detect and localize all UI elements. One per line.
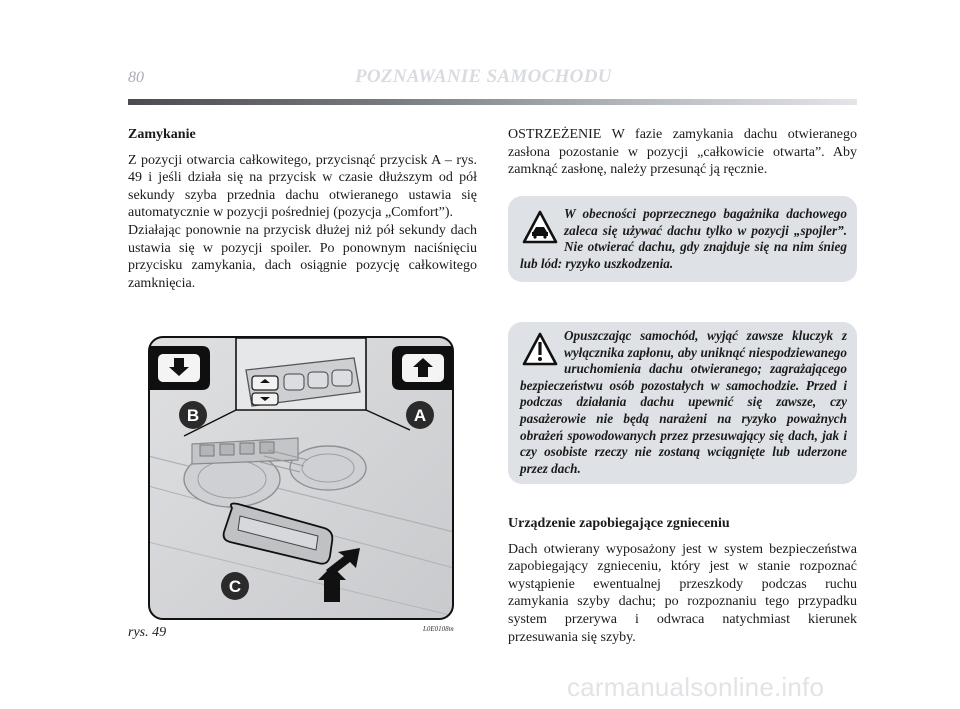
header-rule: [128, 99, 857, 105]
warning-triangle-icon: [522, 210, 558, 244]
caution-text-1: W obecności poprzecznego bagażnika dachowego zaleca się używać dachu tylko w pozycji „spojler”. Nie otwierać dachu, gdy znajduje się na nim śnieg lub lód: ryzyko uszkodzenia.: [520, 206, 847, 271]
warning-triangle-icon: [522, 332, 558, 366]
warning-text: OSTRZEŻENIE W fazie zamykania dachu otwieranego zasłona pozostanie w pozycji „całkowicie otwarta”. Aby zamknąć zasłonę, należy przesunąć ją ręcznie.: [508, 127, 857, 178]
label-c-badge: [221, 572, 249, 600]
caution-text-2: Opuszczając samochód, wyjąć zawsze kluczyk z wyłącznika zapłonu, aby uniknąć niespodziewanego uruchomienia dachu otwieranego; zagrażającego bezpieczeństwu osób pozostałych w samochodzie. Przed i podczas działania dachu upewnić się zawsze, czy pasażerowie nie będą narażeni na ryzyko poważnych obrażeń spowodowanych przez przesuwający się dach, jak i czy osobiste rzeczy nie zostaną wciągnięte lub uderzone przez dach.: [520, 328, 847, 476]
label-c: C: [228, 577, 242, 596]
label-b-badge: [179, 401, 207, 429]
watermark: carmanualsonline.info: [567, 672, 825, 702]
caution-box-roof-rack: [508, 196, 857, 282]
closing-paragraph-2: Działając ponownie na przycisk dłużej niż pół sekundy dach ustawia się w pozycji spoiler. Po ponownym naciśnięciu przycisku zamykania, dach osiągnie pozycję całkowitego zamknięcia.: [128, 222, 477, 291]
page-number: 80: [128, 69, 144, 86]
left-column: [128, 126, 477, 292]
label-a: A: [413, 406, 427, 425]
closing-heading: Zamykanie: [128, 127, 196, 142]
label-a-badge: [406, 401, 434, 429]
section-title: POZNAWANIE SAMOCHODU: [355, 66, 612, 87]
anti-crush-section: [508, 515, 857, 646]
caution-box-leaving-vehicle: [508, 322, 857, 484]
label-b: B: [186, 406, 200, 425]
closing-paragraph-1: Z pozycji otwarcia całkowitego, przycisnąć przycisk A – rys. 49 i jeśli działa się na przycisk w czasie dłuższym od pół sekundy szyba przednia dachu otwieranego ustawia się automatycznie w pozycji pośredniej (pozycja „Comfort”).: [128, 152, 477, 221]
figure-caption: rys. 49: [128, 625, 167, 640]
anti-crush-text: Dach otwierany wyposażony jest w system bezpieczeństwa zapobiegający zgnieceniu, który jest w stanie rozpoznać wystąpienie ewentualnej przeszkody podczas ruchu zamykania szyby dachu; po rozpoznaniu tego przypadku system przerywa i odwraca natychmiast kierunek przesuwania się szyby.: [508, 541, 857, 645]
anti-crush-heading: Urządzenie zapobiegające zgnieceniu: [508, 516, 730, 531]
warning-paragraph: [508, 126, 857, 179]
figure-code: L0E0108m: [423, 625, 454, 633]
figure-roof-controls: [148, 336, 454, 620]
